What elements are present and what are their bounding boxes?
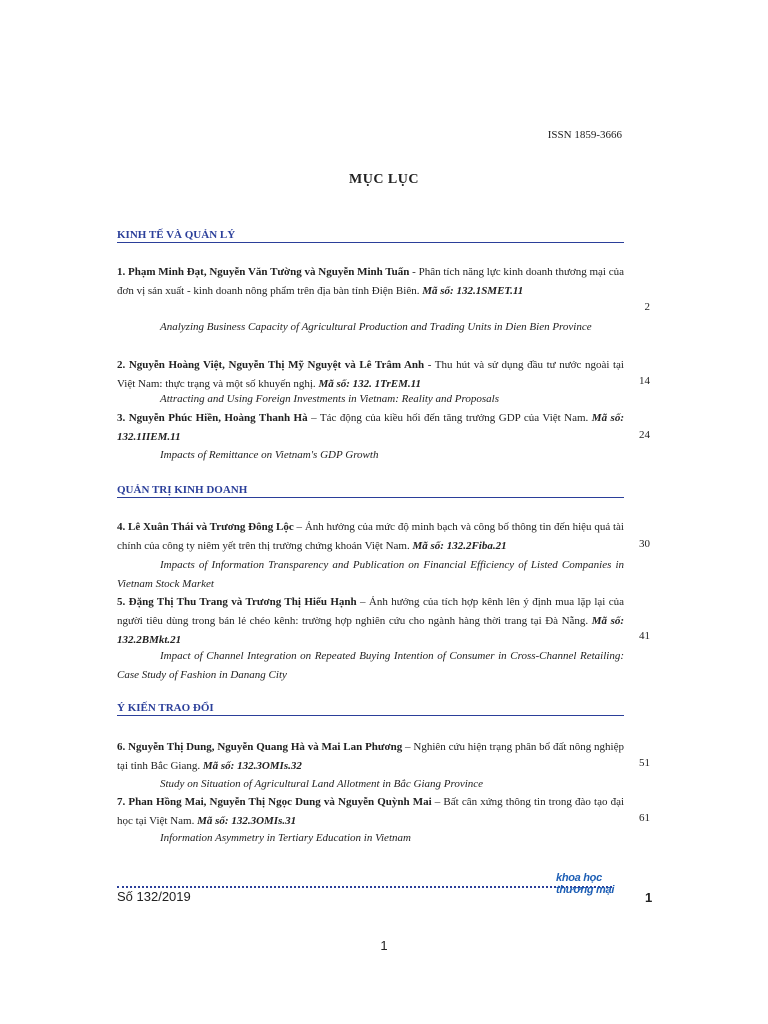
entry-english-title: Impacts of Remittance on Vietnam's GDP Growth: [160, 449, 379, 461]
brand-line-1: khoa học: [556, 872, 602, 884]
entry-title: Ảnh hưởng của mức độ minh bạch và công bố thông tin đến hiệu quả tài chính của công ty niêm yết trên thị trường chứng khoán Việt Nam.: [117, 521, 624, 552]
entry-authors: 5. Đặng Thị Thu Trang và Trương Thị Hiếu Hạnh: [117, 596, 357, 608]
page-title: MỤC LỤC: [349, 172, 419, 187]
entry-page-number: 41: [639, 630, 650, 642]
entry-page-number: 51: [639, 757, 650, 769]
entry-code: Mã số: 132.1IIEM.11: [117, 412, 625, 443]
viewer-page-number: 1: [380, 938, 388, 953]
entry-english-title: Information Asymmetry in Tertiary Education in Vietnam: [160, 832, 411, 844]
toc-entry-4[interactable]: 4. Lê Xuân Thái và Trương Đông Lộc – Ảnh hưởng của mức độ minh bạch và công bố thông tin đến hiệu quả tài chính của công ty niêm yết trên thị trường chứng khoán Việt Nam. Mã số: 132.2Fiba.21: [117, 521, 624, 552]
toc-entry-6[interactable]: 6. Nguyễn Thị Dung, Nguyễn Quang Hà và Mai Lan Phương – Nghiên cứu hiện trạng phân bổ đất nông nghiệp tại tỉnh Bắc Giang. Mã số: 132.3OMIs.32: [117, 741, 624, 772]
toc-entry-2[interactable]: 2. Nguyễn Hoàng Việt, Nguyễn Thị Mỹ Nguyệt và Lê Trâm Anh - Thu hút và sử dụng đầu tư nước ngoài tại Việt Nam: thực trạng và một số khuyến nghị. Mã số: 132. 1TrEM.11: [117, 359, 624, 390]
entry-title: Nghiên cứu hiện trạng phân bổ đất nông nghiệp tại tỉnh Bắc Giang.: [117, 741, 624, 772]
entry-code: Mã số: 132. 1TrEM.11: [318, 378, 422, 390]
entry-title: Thu hút và sử dụng đầu tư nước ngoài tại Việt Nam: thực trạng và một số khuyến nghị.: [117, 359, 624, 390]
section-heading-opinion: Ý KIẾN TRAO ĐỔI: [117, 702, 624, 716]
entry-page-number: 24: [639, 429, 650, 441]
entry-english-title: Impact of Channel Integration on Repeated Buying Intention of Consumer in Cross-Channel Retailing: Case Study of Fashion in Danang City: [117, 650, 624, 681]
toc-entry-1[interactable]: 1. Phạm Minh Đạt, Nguyễn Văn Tường và Nguyễn Minh Tuấn - Phân tích năng lực kinh doanh thương mại của đơn vị sản xuất - kinh doanh nông phẩm trên địa bàn tỉnh Điện Biên. Mã số: 132.1SMET.11: [117, 266, 625, 297]
entry-english-title: Impacts of Information Transparency and Publication on Financial Efficiency of Listed Companies in Vietnam Stock Market: [117, 559, 624, 590]
entry-code: Mã số: 132.1SMET.11: [422, 285, 524, 297]
entry-authors: 7. Phan Hồng Mai, Nguyễn Thị Ngọc Dung và Nguyễn Quỳnh Mai: [117, 796, 432, 808]
entry-authors: 2. Nguyễn Hoàng Việt, Nguyễn Thị Mỹ Nguyệt và Lê Trâm Anh: [117, 359, 425, 371]
entry-page-number: 30: [639, 538, 650, 550]
toc-entry-3[interactable]: 3. Nguyễn Phúc Hiền, Hoàng Thanh Hà – Tác động của kiều hối đến tăng trưởng GDP của Việt Nam. Mã số: 132.1IIEM.11: [117, 412, 625, 443]
issn-label: ISSN 1859-3666: [547, 129, 622, 141]
entry-authors: 4. Lê Xuân Thái và Trương Đông Lộc: [117, 521, 294, 533]
section-heading-business: QUẢN TRỊ KINH DOANH: [117, 484, 624, 498]
toc-entry-5[interactable]: 5. Đặng Thị Thu Trang và Trương Thị Hiếu Hạnh – Ảnh hưởng của tích hợp kênh lên ý định mua lặp lại của người tiêu dùng trong bán lẻ chéo kênh: trường hợp nghiên cứu cho ngành hàng thời trang tại Đà Nẵng. Mã số: 132.2BMkt.21: [117, 596, 625, 646]
section-heading-economics: KINH TẾ VÀ QUẢN LÝ: [117, 229, 624, 243]
footer-page-number: 1: [645, 890, 653, 905]
entry-code: Mã số: 132.3OMIs.32: [202, 760, 302, 772]
entry-authors: 3. Nguyễn Phúc Hiền, Hoàng Thanh Hà: [117, 412, 308, 424]
footer-divider: [117, 886, 612, 888]
issue-number: Số 132/2019: [117, 889, 191, 904]
entry-code: Mã số: 132.3OMIs.31: [197, 815, 297, 827]
toc-entry-7[interactable]: 7. Phan Hồng Mai, Nguyễn Thị Ngọc Dung và Nguyễn Quỳnh Mai – Bất cân xứng thông tin trong đào tạo đại học tại Việt Nam. Mã số: 132.3OMIs.31: [117, 796, 625, 827]
entry-code: Mã số: 132.2BMkt.21: [117, 615, 625, 646]
entry-authors: 6. Nguyễn Thị Dung, Nguyễn Quang Hà và Mai Lan Phương: [117, 741, 403, 753]
brand-line-2: thương mại: [556, 884, 615, 896]
entry-code: Mã số: 132.2Fiba.21: [412, 540, 507, 552]
entry-title: Tác động của kiều hối đến tăng trưởng GDP của Việt Nam.: [319, 412, 589, 424]
entry-page-number: 61: [639, 812, 650, 824]
entry-english-title: Study on Situation of Agricultural Land Allotment in Bắc Giang Province: [160, 778, 484, 790]
entry-title: Bất cân xứng thông tin trong đào tạo đại học tại Việt Nam.: [117, 796, 625, 827]
entry-title: Phân tích năng lực kinh doanh thương mại của đơn vị sản xuất - kinh doanh nông phẩm trên địa bàn tỉnh Điện Biên.: [117, 266, 625, 297]
journal-logo: [556, 872, 614, 896]
entry-authors: 1. Phạm Minh Đạt, Nguyễn Văn Tường và Nguyễn Minh Tuấn: [117, 266, 410, 278]
entry-english-title: Attracting and Using Foreign Investments in Vietnam: Reality and Proposals: [160, 393, 500, 405]
entry-page-number: 2: [644, 301, 650, 313]
entry-english-title: Analyzing Business Capacity of Agricultural Production and Trading Units in Dien Bien Province: [160, 321, 592, 333]
entry-page-number: 14: [639, 375, 650, 387]
entry-title: Ảnh hưởng của tích hợp kênh lên ý định mua lặp lại của người tiêu dùng trong bán lẻ chéo kênh: trường hợp nghiên cứu cho ngành hàng thời trang tại Đà Nẵng.: [117, 596, 624, 627]
